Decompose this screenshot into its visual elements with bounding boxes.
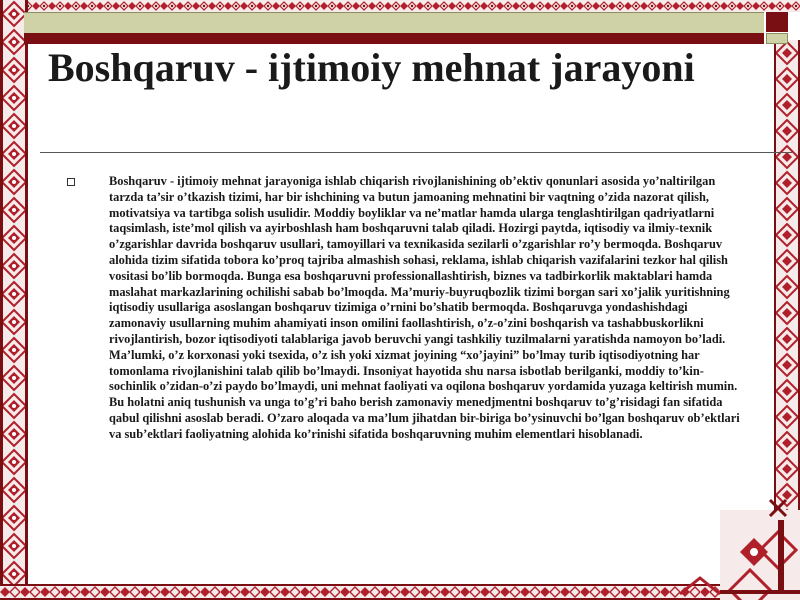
title-divider <box>40 152 792 153</box>
header-square-maroon <box>766 12 788 32</box>
header-square-olive <box>766 33 788 44</box>
header-bar-maroon <box>24 33 764 44</box>
slide-body-text: Boshqaruv - ijtimoiy mehnat jarayoniga ishlab chiqarish rivojlanishining ob’ektiv qonunlari asosida yo’naltirilgan tarzda ta’sir o’tkazish tizimi, har bir ishchining va butun jamoaning mehnatini bir vaqtning o’zida nazorat qilish, motivatsiya va tartibga solish usulidir. Moddiy boyliklar va ne’matlar hamda ularga tenglashtirilgan qadriyatlarni taqsimlash, iste’mol qilish va ayirboshlash ham boshqaruvni talab qiladi. Hozirgi paytda, iqtisodiy va ilmiy-texnik o’zgarishlar davrida boshqaruv usullari, tamoyillari va texnikasida sezilarli o’zgarishlar ro’y bermoqda. Boshqaruv alohida tizim sifatida tobora ko’proq tajriba almashish sohasi, reklama, ishlab chiqarish vazifalarini tezkor hal qilish vositasi bo’lib bormoqda. Bunga esa boshqaruvni professionallashtirish, biznes va tadbirkorlik maktablari hamda maslahat markazlarining ochilishi sabab bo’lmoqda. Ma’muriy-buyruqbozlik tizimi borgan sari xo’jalik yuritishning iqtisodiy usullariga asoslangan boshqaruv tizimiga o’rnini bo’shatib bermoqda. Boshqaruvga yondashishdagi zamonaviy usullarning muhim ahamiyati inson omilini faollashtirish, o’z-o’zini boshqarish va tashabbuskorlikni rivojlantirish, bozor iqtisodiyoti talablariga javob beruvchi yangi tashkiliy tuzilmalarni yaratishda namoyon bo’ladi. Ma’lumki, o’z korxonasi yoki tsexida, o’z ish yoki xizmat joyining “xo’jayini” bo’lmay turib iqtisodiyotning har tomonlama rivojlanishini talab qilib bo’lmaydi. Insoniyat hayotida shu narsa isbotlab berilganki, moddiy to’kin-sochinlik o’zidan-o’zi paydo bo’lmaydi, uni mehnat faoliyati va oqilona boshqaruv yordamida yuzaga keltirish mumin. Bu holatni aniq tushunish va unga to’g’ri baho berish zamonaviy menedjmentni boshqaruv to’g’risidagi fan sifatida qabul qilishni asoslab beradi. O’zaro aloqada va ma’lum jihatdan bir-biriga bo’ysinuvchi bo’lgan boshqaruv ob’ektlari va sub’ektlari faoliyatning alohida ko’rinishi sifatida boshqaruvning muhim elementlari hisoblanadi. <box>109 174 740 441</box>
ornamental-border-left <box>0 0 28 600</box>
header-bar-olive <box>24 12 764 34</box>
slide-title: Boshqaruv - ijtimoiy mehnat jarayoni <box>48 45 695 90</box>
corner-ornament <box>660 490 800 600</box>
hollow-square-bullet-icon <box>67 178 75 186</box>
ornamental-border-top <box>0 0 800 12</box>
